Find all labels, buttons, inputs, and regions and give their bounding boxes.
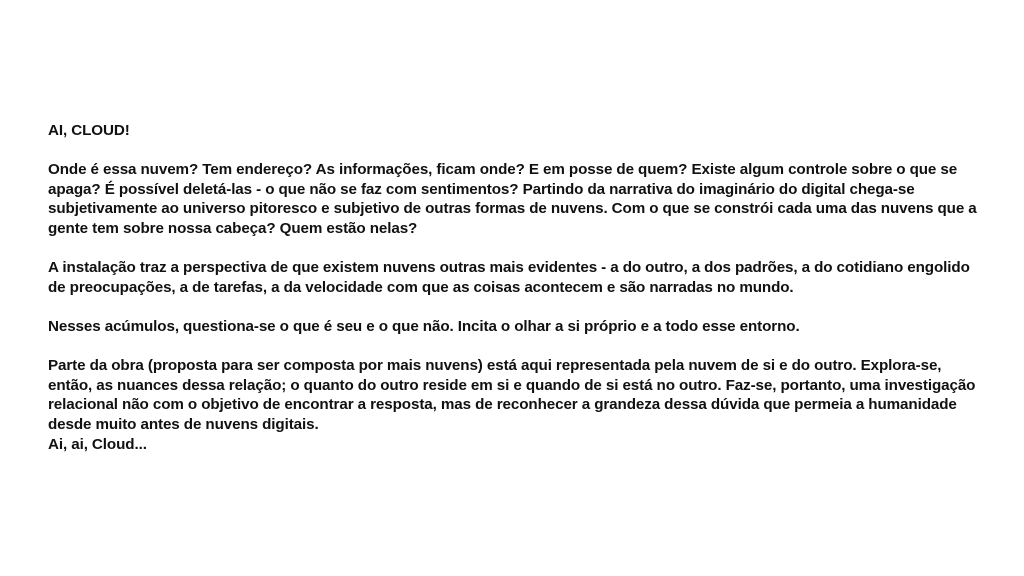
paragraph-accumulations: Nesses acúmulos, questiona-se o que é seu e o que não. Incita o olhar a si próprio e a todo esse entorno. [48, 317, 800, 335]
document-body [48, 121, 988, 454]
paragraph-artwork: Parte da obra (proposta para ser composta por mais nuvens) está aqui representada pela nuvem de si e do outro. Explora-se, então, as nuances dessa relação; o quanto do outro reside em si e quando de si está no outro. Faz-se, portanto, uma investigação relacional não com o objetivo de encontrar a resposta, mas de reconhecer a grandeza dessa dúvida que permeia a humanidade desde muito antes de nuvens digitais. [48, 357, 976, 433]
paragraph-installation: A instalação traz a perspectiva de que existem nuvens outras mais evidentes - a do outro, a dos padrões, a do cotidiano engolido de preocupações, a de tarefas, a da velocidade com que as coisas acontecem e são narradas no mundo. [48, 259, 970, 296]
closing-line: Ai, ai, Cloud... [48, 435, 147, 453]
paragraph-questions: Onde é essa nuvem? Tem endereço? As informações, ficam onde? E em posse de quem? Existe algum controle sobre o que se apaga? É possível deletá-las - o que não se faz com sentimentos? Partindo da narrativa do imaginário do digital chega-se subjetivamente ao universo pitoresco e subjetivo de outras formas de nuvens. Com o que se constrói cada uma das nuvens que a gente tem sobre nossa cabeça? Quem estão nelas? [48, 161, 977, 237]
document-title: AI, CLOUD! [48, 122, 130, 139]
